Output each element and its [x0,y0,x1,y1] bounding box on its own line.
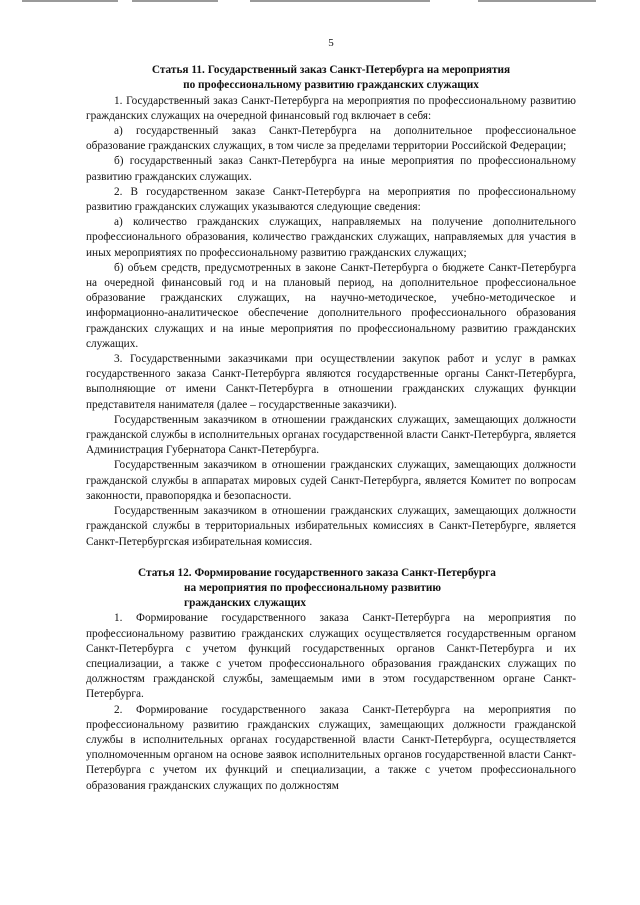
article-12-title-line: Статья 12. Формирование государственного заказа Санкт-Петербурга [138,566,496,579]
article-12-title-line: на мероприятия по профессиональному развитию [184,581,442,594]
article-12-title-line: гражданских служащих [184,597,307,610]
paragraph: Государственным заказчиком в отношении гражданских служащих, замещающих должности гражданской службы в аппаратах мировых судей Санкт-Петербурга, является Комитет по вопросам законности, правопорядка и безопасности. [86,459,576,502]
page-number: 5 [328,37,334,49]
paragraph: 1. Государственный заказ Санкт-Петербурга на мероприятия по профессиональному развитию гражданских служащих на очередной финансовый год включает в себя: [86,94,576,122]
top-edge-line [250,0,430,2]
paragraph: б) государственный заказ Санкт-Петербурга на иные мероприятия по профессиональному развитию гражданских служащих. [86,155,576,183]
paragraph: а) государственный заказ Санкт-Петербурга на дополнительное профессиональное образование гражданских служащих, в том числе за пределами территории Российской Федерации; [86,125,576,153]
paragraph: б) объем средств, предусмотренных в законе Санкт-Петербурга о бюджете Санкт-Петербурга на очередной финансовый год и на плановый период, на дополнительное профессиональное образование гражданских служащих, на научно-методическое, учебно-методическое и информационно-аналитическое обеспечение дополнительного профессионального образования гражданских служащих и на иные мероприятия по профессиональному развитию гражданских служащих. [86,261,576,350]
top-edge-line [22,0,118,2]
document-page [86,36,576,794]
paragraph: Государственным заказчиком в отношении гражданских служащих, замещающих должности гражданской службы в исполнительных органах государственной власти Санкт-Петербурга, является Администрация Губернатора Санкт-Петербурга. [86,413,576,457]
article-12-title [86,566,576,612]
paragraph: а) количество гражданских служащих, направляемых на получение дополнительного профессионального образования, количество гражданских служащих, направляемых для участия в иных мероприятиях по профессиональному развитию гражданских служащих; [86,216,576,259]
top-edge-line [132,0,218,2]
article-11-title [86,63,576,93]
top-edge-line [478,0,596,2]
article-11-title-line: Статья 11. Государственный заказ Санкт-Петербурга на мероприятия [151,64,511,77]
paragraph: 3. Государственными заказчиками при осуществлении закупок работ и услуг в рамках государственного заказа Санкт-Петербурга являются государственные органы Санкт-Петербурга, выполняющие от имени Санкт-Петербурга в отношении гражданских служащих функции представителя нанимателя (далее – государственные заказчики). [86,353,576,411]
paragraph: 2. Формирование государственного заказа Санкт-Петербурга на мероприятия по профессиональному развитию гражданских служащих, замещающих должности гражданской службы в исполнительных органах государственной власти Санкт-Петербурга, осуществляется уполномоченным органом на основе заявок исполнительных органов государственной власти Санкт-Петербурга с учетом их функций и специализации, а также с учетом профессионального образования гражданских служащих по должностям [86,703,576,792]
article-11-title-line: по профессиональному развитию гражданских служащих [183,79,479,92]
top-edge-lines [0,0,640,3]
paragraph: Государственным заказчиком в отношении гражданских служащих, замещающих должности гражданской службы в территориальных избирательных комиссиях в Санкт-Петербурге, является Санкт-Петербургская избирательная комиссия. [86,505,576,548]
paragraph: 2. В государственном заказе Санкт-Петербурга на мероприятия по профессиональному развитию гражданских служащих указываются следующие сведения: [86,185,576,214]
paragraph: 1. Формирование государственного заказа Санкт-Петербурга на мероприятия по профессиональному развитию гражданских служащих осуществляется государственным органом Санкт-Петербурга с учетом функций государственных органов Санкт-Петербурга и их специализации, а также с учетом профессионального образования гражданских служащих по должностям гражданской службы, замещаемым ими в этом государственном органе Санкт-Петербурга. [86,612,576,701]
